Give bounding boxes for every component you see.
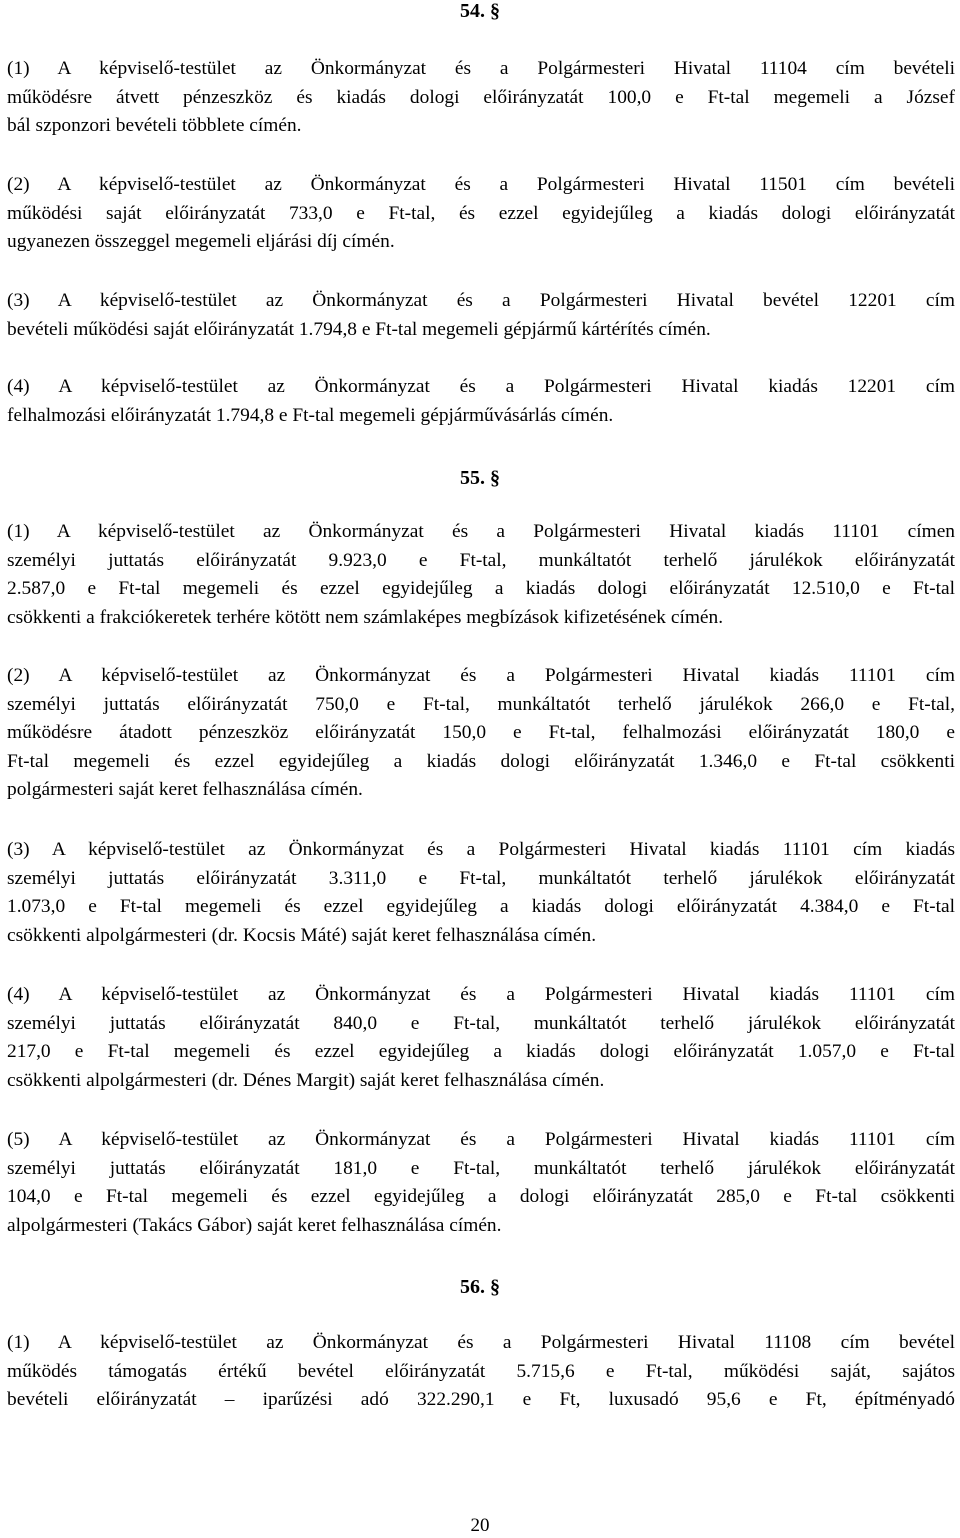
text-line: (4) A képviselő-testület az Önkormányzat és a Polgármesteri Hivatal kiadás 12201 cím [7,376,955,397]
paragraph-54-2 [7,171,955,257]
text-line: (1) A képviselő-testület az Önkormányzat és a Polgármesteri Hivatal 11104 cím bevételi [7,58,955,79]
text-line: alpolgármesteri (Takács Gábor) saját keret felhasználása címén. [7,1214,502,1236]
paragraph-54-3 [7,287,955,344]
text-line: (3) A képviselő-testület az Önkormányzat és a Polgármesteri Hivatal bevétel 12201 cím [7,290,955,311]
text-line: működésre átadott pénzeszköz előirányzatát 150,0 e Ft-tal, felhalmozási előirányzatát 180,0 e [7,722,955,743]
paragraph-54-4 [7,373,955,430]
text-line: bál szponzori bevételi többlete címén. [7,115,302,136]
paragraph-55-4 [7,981,955,1095]
text-line: 104,0 e Ft-tal megemeli és ezzel egyidejűleg a dologi előirányzatát 285,0 e Ft-tal csökkenti [7,1186,955,1207]
section-heading-55: 55. § [460,467,500,489]
text-line: személyi juttatás előirányzatát 3.311,0 e Ft-tal, munkáltatót terhelő járulékok előirányzatát [7,867,955,889]
text-line: 217,0 e Ft-tal megemeli és ezzel egyidejűleg a kiadás dologi előirányzatát 1.057,0 e Ft-tal [7,1041,955,1062]
section-heading-56: 56. § [460,1276,500,1298]
text-line: személyi juttatás előirányzatát 181,0 e Ft-tal, munkáltatót terhelő járulékok előirányzatát [7,1157,955,1179]
text-line: csökkenti alpolgármesteri (dr. Kocsis Máté) saját keret felhasználása címén. [7,924,597,946]
text-line: működés támogatás értékű bevétel előirányzatát 5.715,6 e Ft-tal, működési saját, sajátos [7,1360,955,1382]
text-line: (2) A képviselő-testület az Önkormányzat és a Polgármesteri Hivatal kiadás 11101 cím [7,665,955,686]
paragraph-55-3 [7,836,955,950]
text-line: 1.073,0 e Ft-tal megemeli és ezzel egyidejűleg a kiadás dologi előirányzatát 4.384,0 e Ft-tal [7,896,955,917]
text-line: felhalmozási előirányzatát 1.794,8 e Ft-tal megemeli gépjárművásárlás címén. [7,404,614,426]
text-line: bevételi előirányzatát – iparűzési adó 322.290,1 e Ft, luxusadó 95,6 e Ft, építményadó [7,1389,955,1410]
text-line: (1) A képviselő-testület az Önkormányzat és a Polgármesteri Hivatal 11108 cím bevétel [7,1332,955,1353]
text-line: személyi juttatás előirányzatát 750,0 e Ft-tal, munkáltatót terhelő járulékok 266,0 e Ft-tal, [7,693,955,715]
text-line: működésre átvett pénzeszköz és kiadás dologi előirányzatát 100,0 e Ft-tal megemeli a József [7,86,955,108]
text-line: (4) A képviselő-testület az Önkormányzat és a Polgármesteri Hivatal kiadás 11101 cím [7,984,955,1005]
text-line: bevételi működési saját előirányzatát 1.794,8 e Ft-tal megemeli gépjármű kártérítés címén. [7,318,711,340]
paragraph-56-1 [7,1329,955,1415]
text-line: csökkenti alpolgármesteri (dr. Dénes Margit) saját keret felhasználása címén. [7,1069,605,1091]
paragraph-55-2 [7,662,955,805]
text-line: csökkenti a frakciókeretek terhére kötött nem számlaképes megbízások kifizetésének címén. [7,606,724,628]
text-line: (5) A képviselő-testület az Önkormányzat és a Polgármesteri Hivatal kiadás 11101 cím [7,1129,955,1150]
text-line: személyi juttatás előirányzatát 9.923,0 e Ft-tal, munkáltatót terhelő járulékok előirányzatát [7,549,955,571]
text-line: Ft-tal megemeli és ezzel egyidejűleg a kiadás dologi előirányzatát 1.346,0 e Ft-tal csökkenti [7,750,955,772]
text-line: ugyanezen összeggel megemeli eljárási díj címén. [7,231,395,252]
paragraph-54-1 [7,55,955,141]
paragraph-55-5 [7,1126,955,1240]
text-line: működési saját előirányzatát 733,0 e Ft-tal, és ezzel egyidejűleg a kiadás dologi előirányzatát [7,202,955,224]
text-line: személyi juttatás előirányzatát 840,0 e Ft-tal, munkáltatót terhelő járulékok előirányzatát [7,1012,955,1034]
text-line: (2) A képviselő-testület az Önkormányzat és a Polgármesteri Hivatal 11501 cím bevételi [7,174,955,195]
text-line: (3) A képviselő-testület az Önkormányzat és a Polgármesteri Hivatal kiadás 11101 cím kiadás [7,839,955,860]
paragraph-55-1 [7,518,955,632]
page-number: 20 [470,1515,490,1536]
text-line: 2.587,0 e Ft-tal megemeli és ezzel egyidejűleg a kiadás dologi előirányzatát 12.510,0 e Ft-tal [7,578,955,599]
text-line: polgármesteri saját keret felhasználása címén. [7,779,363,800]
text-line: (1) A képviselő-testület az Önkormányzat és a Polgármesteri Hivatal kiadás 11101 címen [7,521,955,542]
section-heading-54: 54. § [460,0,500,22]
